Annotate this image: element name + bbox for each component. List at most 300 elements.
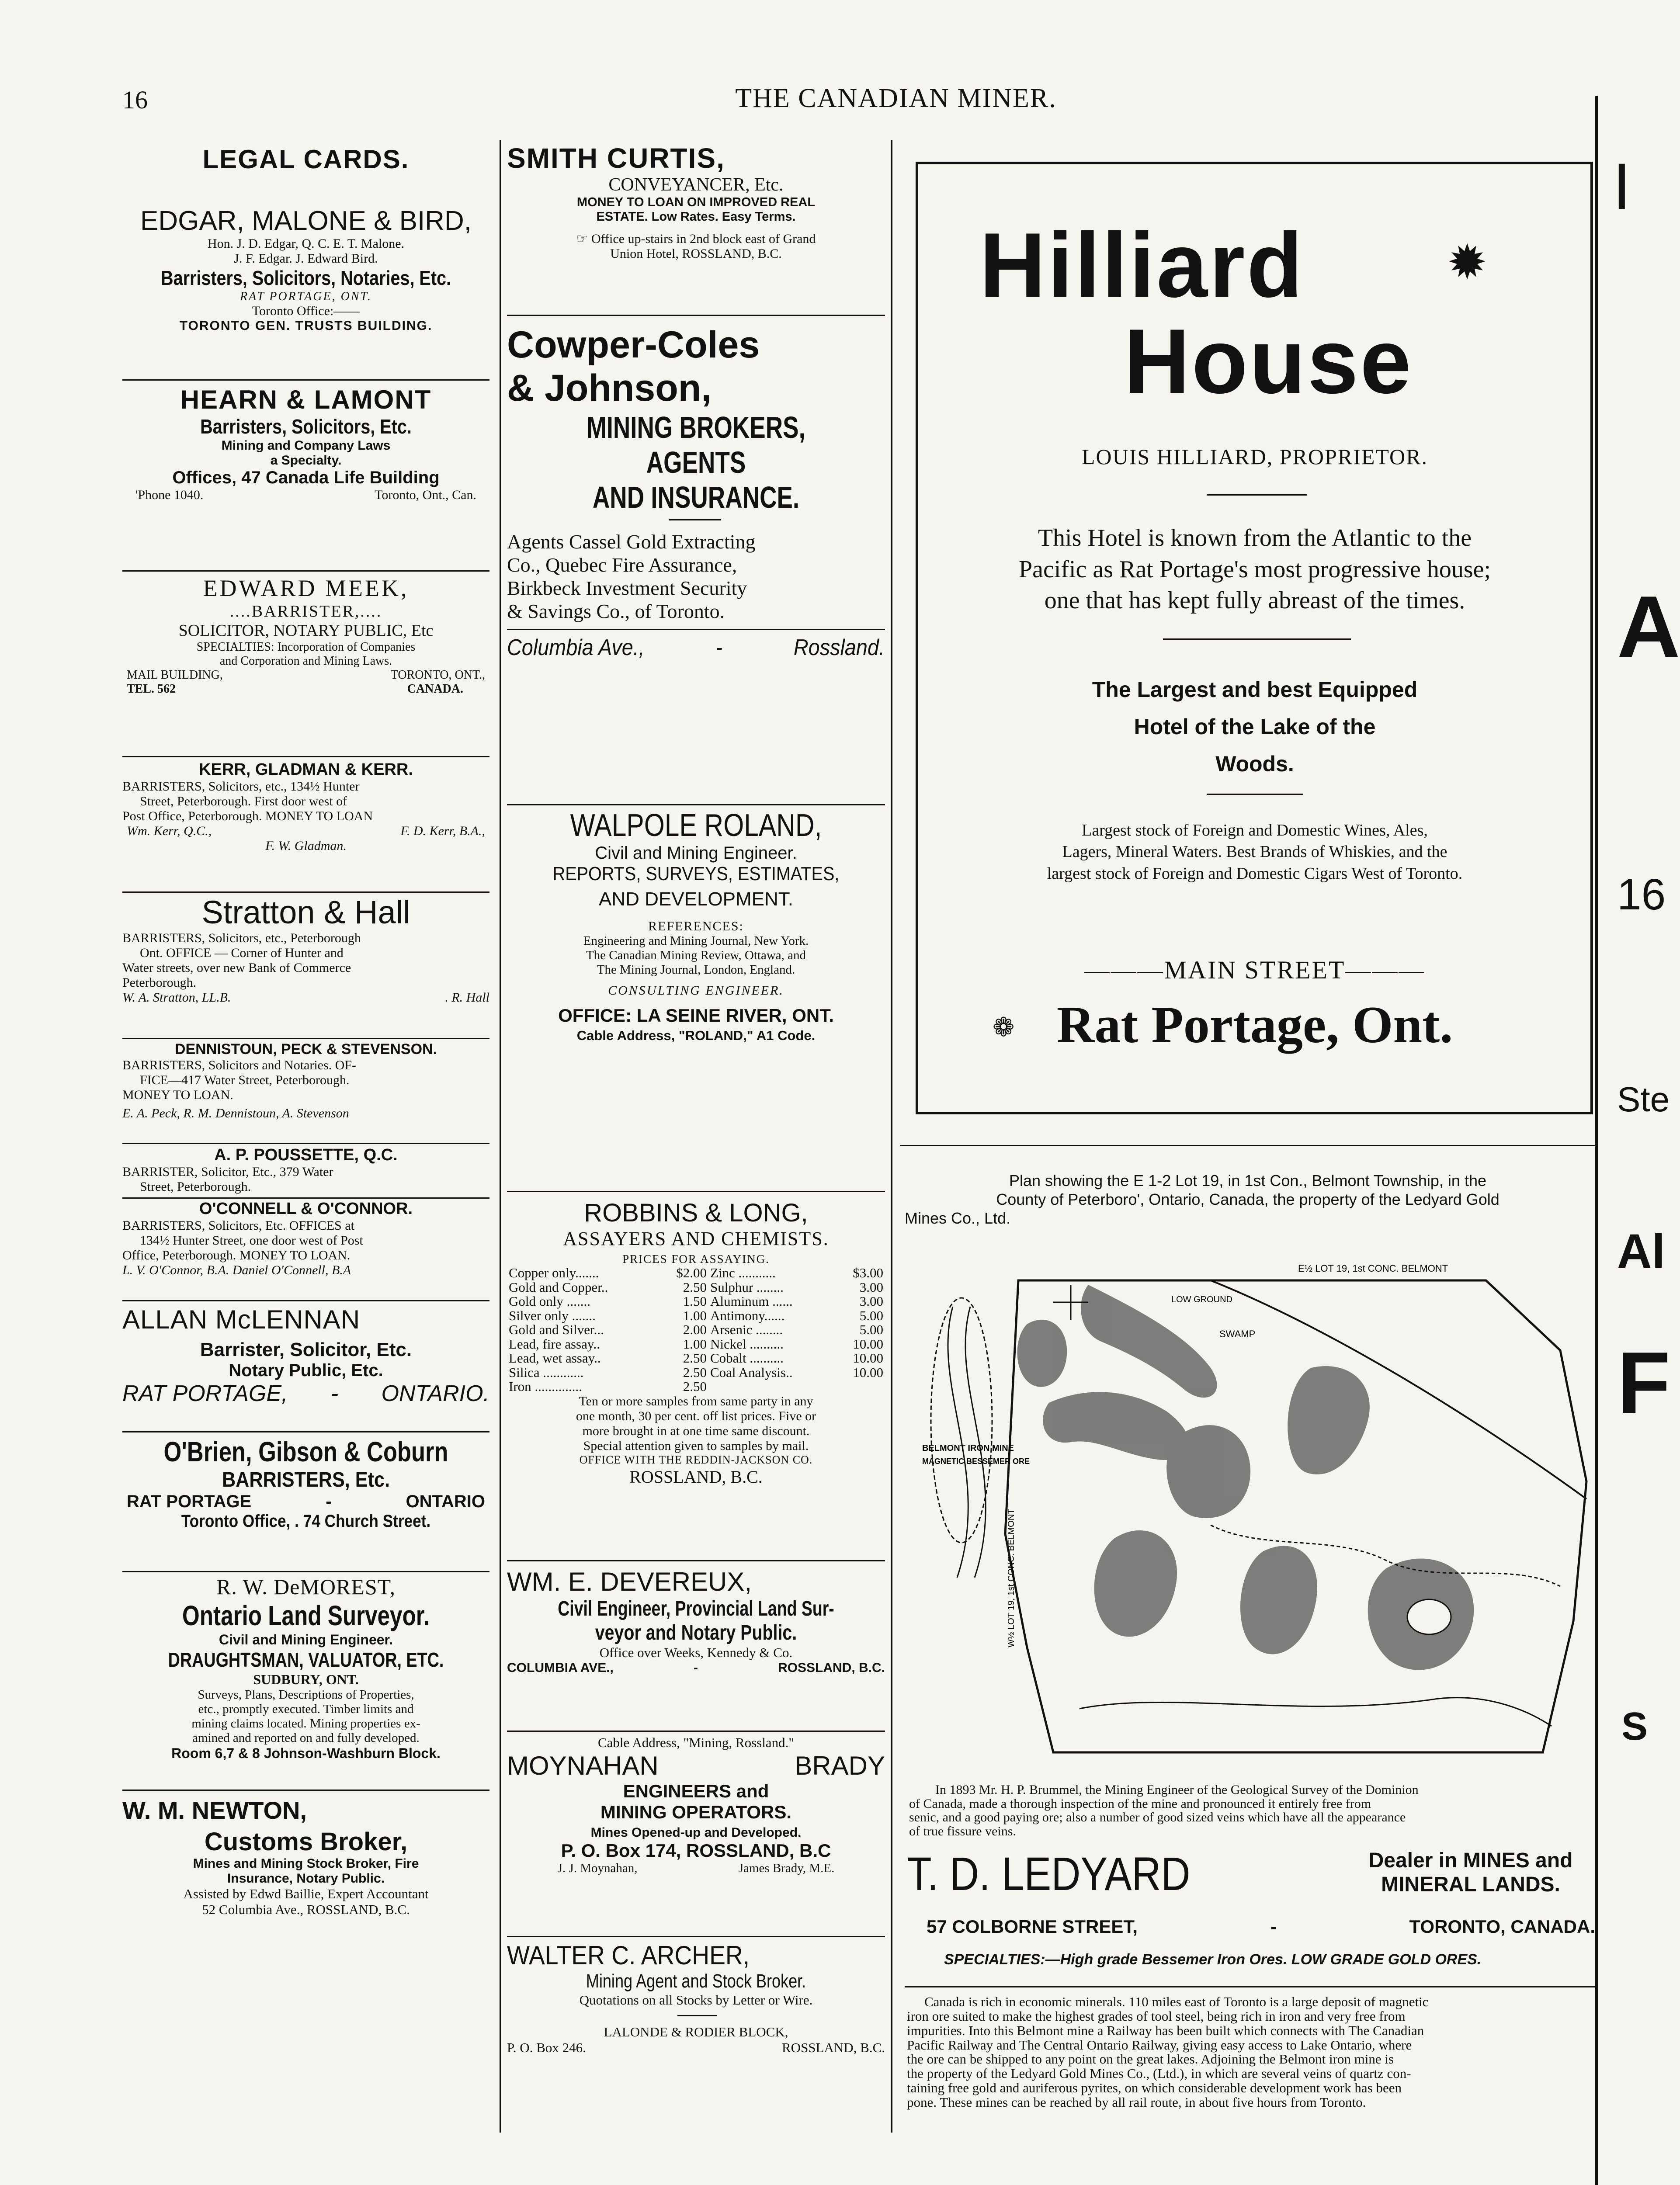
card-line: ROSSLAND, B.C. <box>629 1467 763 1487</box>
card-line: Toronto Office:—— <box>252 304 360 318</box>
page-number: 16 <box>122 86 148 114</box>
card-line: DRAUGHTSMAN, VALUATOR, ETC. <box>168 1648 444 1671</box>
card-name: O'CONNELL & O'CONNOR. <box>199 1200 413 1218</box>
card-line: P. O. Box 174, ROSSLAND, B.C <box>561 1840 831 1861</box>
text-line: iron ore suited to make the highest grades of tool steel, being rich in iron and very free from <box>907 2008 1406 2024</box>
divider <box>905 1986 1595 1987</box>
text-line: impurities. Into this Belmont mine a Railway has been built which connects with The Canadian <box>907 2022 1424 2038</box>
card-line: Birkbeck Investment Security <box>507 577 747 599</box>
card-dennistoun-peck <box>122 1041 489 1121</box>
partner: . R. Hall <box>445 990 489 1005</box>
divider <box>507 1560 885 1561</box>
plan-caption <box>900 1171 1595 1228</box>
ledyard-specialties: SPECIALTIES:—High grade Bessemer Iron Ores. LOW GRADE GOLD ORES. <box>944 1951 1482 1968</box>
card-line: Assisted by Edwd Baillie, Expert Accountant <box>183 1886 429 1901</box>
card-line: Co., Quebec Fire Assurance, <box>507 554 737 576</box>
telephone: TEL. 562 <box>127 682 176 696</box>
street: 57 COLBORNE STREET, <box>927 1916 1138 1937</box>
paragraph-line: one that has kept fully abreast of the times. <box>1044 587 1465 614</box>
headline-line: Woods. <box>1215 752 1294 776</box>
card-line: BARRISTERS, Solicitors, etc., Peterborough <box>122 931 361 945</box>
city: RAT PORTAGE, <box>122 1381 288 1406</box>
price-row <box>507 1351 885 1366</box>
stock-line: largest stock of Foreign and Domestic Cigars West of Toronto. <box>1047 864 1463 883</box>
assay-item: Gold and Copper.. <box>509 1279 608 1295</box>
card-line <box>122 1380 489 1407</box>
card-line: Street, Peterborough. <box>140 1179 251 1194</box>
card-line: veyor and Notary Public. <box>595 1621 797 1644</box>
card-line: BARRISTERS, Solicitors and Notaries. OF- <box>122 1058 357 1072</box>
text-line: the ore can be shipped to any point on the great lakes. Adjoining the Belmont iron mine is <box>907 2051 1394 2067</box>
margin-edge <box>1595 96 1598 2185</box>
price-row <box>507 1294 885 1309</box>
card-demorest <box>122 1574 489 1762</box>
map-label: BELMONT IRON MINE <box>922 1443 1014 1453</box>
card-name: R. W. DeMOREST, <box>216 1575 396 1599</box>
assay-price: 2.50 <box>683 1379 707 1394</box>
card-line <box>122 488 489 503</box>
card-line: Toronto Office, . 74 Church Street. <box>181 1512 431 1531</box>
star-ornament-icon: ✹ <box>1447 236 1488 289</box>
assay-item: Coal Analysis.. <box>710 1364 793 1380</box>
card-name: EDWARD MEEK, <box>203 575 409 601</box>
ad-hilliard-house <box>916 162 1593 1114</box>
card-line: Insurance, Notary Public. <box>227 1871 385 1886</box>
card-line: Room 6,7 & 8 Johnson-Washburn Block. <box>171 1745 441 1761</box>
section-heading: LEGAL CARDS. <box>202 145 410 174</box>
card-line: SOLICITOR, NOTARY PUBLIC, Etc <box>178 621 434 640</box>
assay-item: Gold only ....... <box>509 1294 590 1309</box>
text-line: Pacific Railway and The Central Ontario Railway, giving easy access to Lake Ontario, where <box>907 2037 1412 2053</box>
city: TORONTO, CANADA. <box>1409 1916 1595 1937</box>
short-rule <box>1207 494 1307 496</box>
card-cowper-coles-johnson <box>507 323 885 661</box>
short-rule <box>677 2015 717 2016</box>
province: ONTARIO <box>406 1492 485 1511</box>
assay-price-table <box>507 1266 885 1394</box>
card-name: ALLAN McLENNAN <box>122 1305 361 1334</box>
card-line: amined and reported on and fully developed. <box>192 1731 420 1745</box>
assay-item: Gold and Silver... <box>509 1322 604 1338</box>
short-rule <box>1163 638 1351 640</box>
card-line: FICE—417 Water Street, Peterborough. <box>140 1073 350 1087</box>
card-line: CONSULTING ENGINEER. <box>608 983 784 998</box>
assay-item: Aluminum ...... <box>710 1294 793 1309</box>
map-label: MAGNETIC BESSEMER ORE <box>922 1457 1030 1466</box>
card-line: Quotations on all Stocks by Letter or Wire. <box>579 1992 813 2008</box>
city: RAT PORTAGE <box>127 1492 252 1511</box>
assay-item: Silver only ....... <box>509 1308 596 1323</box>
card-line: 134½ Hunter Street, one door west of Post <box>140 1233 363 1248</box>
card-line: E. A. Peck, R. M. Dennistoun, A. Stevenson <box>122 1106 349 1120</box>
assay-item <box>708 1380 835 1394</box>
margin-fragment: F <box>1617 1334 1671 1432</box>
dash: - <box>326 1492 332 1511</box>
card-line <box>122 824 489 839</box>
card-line: AGENTS <box>646 445 746 479</box>
card-line: Civil Engineer, Provincial Land Sur- <box>558 1597 834 1620</box>
card-line: Mines and Mining Stock Broker, Fire <box>193 1856 419 1871</box>
price-row <box>507 1266 885 1280</box>
card-line: more brought in at one time same discount. <box>582 1423 810 1438</box>
assay-price: $3.00 <box>853 1265 883 1280</box>
assay-price: 2.50 <box>683 1350 707 1366</box>
assay-price: 2.50 <box>683 1279 707 1295</box>
card-line: REFERENCES: <box>648 919 744 933</box>
card-line: Hon. J. D. Edgar, Q. C. E. T. Malone. <box>207 236 405 251</box>
card-line: Barristers, Solicitors, Notaries, Etc. <box>160 267 451 289</box>
assay-price: 10.00 <box>853 1364 883 1380</box>
card-name <box>507 1751 885 1781</box>
map-label: E½ LOT 19, 1st CONC. BELMONT <box>1298 1263 1448 1274</box>
margin-fragment: A <box>1617 578 1680 676</box>
card-line: BARRISTERS, Solicitors, etc., 134½ Hunter <box>122 779 360 794</box>
card-line: MONEY TO LOAN. <box>122 1088 233 1102</box>
card-line: Special attention given to samples by mail. <box>583 1438 809 1453</box>
card-line: Office, Peterborough. MONEY TO LOAN. <box>122 1248 351 1262</box>
divider <box>122 1143 489 1144</box>
city: Toronto, Ont., Can. <box>375 488 476 502</box>
card-line <box>122 1492 489 1512</box>
assay-item: Cobalt .......... <box>710 1350 784 1366</box>
page-title: THE CANADIAN MINER. <box>735 83 1057 113</box>
caption-line: County of Peterboro', Ontario, Canada, the property of the Ledyard Gold <box>996 1190 1500 1209</box>
card-line: Engineering and Mining Journal, New York. <box>583 934 809 948</box>
card-name: EDGAR, MALONE & BIRD, <box>140 206 472 236</box>
divider <box>122 1300 489 1301</box>
assay-price: 10.00 <box>853 1350 883 1366</box>
assay-item: Copper only....... <box>509 1265 599 1280</box>
card-edgar-malone-bird <box>122 205 489 333</box>
card-line: ....BARRISTER,.... <box>229 602 382 621</box>
card-name: W. M. NEWTON, <box>122 1797 307 1824</box>
ledyard-address <box>927 1916 1595 1937</box>
assay-item: Zinc ........... <box>710 1265 776 1280</box>
card-edward-meek <box>122 575 489 696</box>
card-line: Mining and Company Laws <box>221 438 391 453</box>
price-row <box>507 1366 885 1380</box>
assay-price: 10.00 <box>853 1336 883 1352</box>
text-line: pone. These mines can be reached by all rail route, in about five hours from Toronto. <box>907 2095 1366 2110</box>
dash: - <box>330 1381 339 1406</box>
card-line: MINING BROKERS, <box>587 410 805 444</box>
card-line: Union Hotel, ROSSLAND, B.C. <box>610 246 782 261</box>
card-name: SMITH CURTIS, <box>507 142 725 174</box>
card-walpole-roland <box>507 808 885 1044</box>
card-line: The Mining Journal, London, England. <box>597 963 795 977</box>
card-walter-archer <box>507 1940 885 2056</box>
margin-fragment: Al <box>1617 1224 1665 1278</box>
card-allan-mclennan <box>122 1304 489 1407</box>
card-line: one month, 30 per cent. off list prices. Five or <box>576 1408 816 1423</box>
note-line: In 1893 Mr. H. P. Brummel, the Mining Engineer of the Geological Survey of the Dominion <box>935 1783 1419 1797</box>
rosette-ornament-icon: ❁ <box>993 1013 1015 1042</box>
card-name: ROBBINS & LONG, <box>584 1199 808 1227</box>
card-line: Post Office, Peterborough. MONEY TO LOAN <box>122 809 373 823</box>
card-line: RAT PORTAGE, ONT. <box>240 290 372 303</box>
card-line: Cable Address, "Mining, Rossland." <box>598 1735 794 1750</box>
assay-price: 1.00 <box>683 1336 707 1352</box>
hotel-name-line1: Hilliard <box>979 214 1305 316</box>
card-line: SPECIALTIES: Incorporation of Companies <box>196 640 416 654</box>
paragraph-line: Pacific as Rat Portage's most progressive house; <box>1018 555 1491 583</box>
assay-price: 1.00 <box>683 1308 707 1323</box>
street: COLUMBIA AVE., <box>507 1661 614 1675</box>
card-name: Stratton & Hall <box>201 894 410 930</box>
card-oconnell <box>122 1200 489 1278</box>
divider <box>507 1936 885 1937</box>
card-name: O'Brien, Gibson & Coburn <box>163 1436 448 1467</box>
card-stratton-hall <box>122 894 489 1005</box>
card-line <box>507 1661 885 1675</box>
divider <box>122 1571 489 1572</box>
divider <box>122 379 489 381</box>
short-rule <box>1207 794 1303 795</box>
partner: Wm. Kerr, Q.C., <box>127 824 212 838</box>
divider <box>122 1431 489 1432</box>
card-line: BARRISTERS, Etc. <box>222 1468 390 1491</box>
city: TORONTO, ONT., <box>390 668 485 682</box>
dealer-line: MINERAL LANDS. <box>1381 1873 1560 1897</box>
card-name: WALPOLE ROLAND, <box>570 808 822 843</box>
card-line <box>507 2040 885 2056</box>
card-robbins-long <box>507 1198 885 1487</box>
card-hearn-lamont <box>122 385 489 503</box>
partner: James Brady, M.E. <box>738 1861 835 1875</box>
card-line: MONEY TO LOAN ON IMPROVED REAL <box>576 195 816 209</box>
note-line: of Canada, made a thorough inspection of the mine and pronounced it entirely free from <box>909 1796 1371 1811</box>
partner-name: MOYNAHAN <box>507 1751 659 1780</box>
pit-outline <box>1407 1599 1451 1634</box>
card-line: AND DEVELOPMENT. <box>599 888 793 910</box>
plan-map <box>905 1254 1595 1779</box>
card-line: J. F. Edgar. J. Edward Bird. <box>234 251 378 266</box>
card-line: a Specialty. <box>270 453 342 468</box>
partner-name: BRADY <box>795 1751 885 1780</box>
ledyard-name: T. D. LEDYARD <box>907 1847 1191 1900</box>
headline-line: Hotel of the Lake of the <box>1134 714 1376 739</box>
dash: - <box>1270 1916 1277 1937</box>
card-moynahan-brady <box>507 1735 885 1876</box>
card-line: Agents Cassel Gold Extracting <box>507 531 756 553</box>
caption-line: Plan showing the E 1-2 Lot 19, in 1st Con., Belmont Township, in the <box>1009 1172 1486 1190</box>
card-line <box>122 682 489 696</box>
partner: W. A. Stratton, LL.B. <box>122 990 231 1005</box>
divider <box>122 1038 489 1039</box>
card-line: ESTATE. Low Rates. Easy Terms. <box>596 210 796 224</box>
hotel-stock <box>918 820 1591 884</box>
assay-price: 2.50 <box>683 1364 707 1380</box>
headline-line: The Largest and best Equipped <box>1092 677 1418 702</box>
assay-item: Lead, wet assay.. <box>509 1350 601 1366</box>
card-line: REPORTS, SURVEYS, ESTIMATES, <box>552 863 840 884</box>
card-line: Office over Weeks, Kennedy & Co. <box>599 1645 793 1660</box>
card-name: WM. E. DEVEREUX, <box>507 1567 752 1596</box>
divider <box>122 1197 489 1199</box>
price-row <box>507 1380 885 1394</box>
card-line: LALONDE & RODIER BLOCK, <box>604 2024 788 2039</box>
card-line: Civil and Mining Engineer. <box>219 1632 393 1647</box>
card-line: Surveys, Plans, Descriptions of Properties, <box>198 1688 414 1702</box>
assay-price: 5.00 <box>859 1322 883 1338</box>
partner: J. J. Moynahan, <box>557 1861 638 1875</box>
assay-price: 5.00 <box>859 1308 883 1323</box>
card-line: Cable Address, "ROLAND," A1 Code. <box>576 1028 816 1043</box>
country: CANADA. <box>407 682 463 696</box>
card-line <box>507 635 885 661</box>
assay-price: 3.00 <box>859 1279 883 1295</box>
card-name: Cowper-Coles <box>507 324 760 366</box>
price-row <box>507 1337 885 1352</box>
text-line: taining free gold and auriferous pyrites, on which considerable development work has been <box>907 2080 1402 2096</box>
assay-item: Arsenic ........ <box>710 1322 783 1338</box>
price-row <box>507 1280 885 1295</box>
column-brokers <box>507 140 885 2133</box>
assay-price: 3.00 <box>859 1294 883 1309</box>
stock-line: Lagers, Mineral Waters. Best Brands of Whiskies, and the <box>1062 843 1447 861</box>
assay-item: Iron .............. <box>509 1379 582 1394</box>
divider <box>122 891 489 893</box>
card-line: ENGINEERS and <box>623 1781 769 1801</box>
card-line: The Canadian Mining Review, Ottawa, and <box>586 948 806 962</box>
card-line: Mining Agent and Stock Broker. <box>586 1970 806 1992</box>
assay-price: $2.00 <box>676 1265 707 1280</box>
city: Rossland. <box>793 635 885 660</box>
hotel-name-line2: House <box>1124 310 1413 413</box>
plan-map-drawing <box>905 1254 1595 1779</box>
card-name: WALTER C. ARCHER, <box>507 1941 750 1970</box>
card-line: Barrister, Solicitor, Etc. <box>200 1339 412 1360</box>
card-line: Peterborough. <box>122 975 197 990</box>
divider <box>122 570 489 572</box>
card-name: HEARN & LAMONT <box>180 385 432 414</box>
dash: - <box>693 1661 698 1675</box>
divider <box>900 1145 1595 1146</box>
card-line: Mines Opened-up and Developed. <box>590 1825 802 1840</box>
ledyard-text <box>907 1995 1595 2110</box>
dealer-line: Dealer in MINES and <box>1368 1849 1573 1872</box>
card-line: Offices, 47 Canada Life Building <box>172 468 440 487</box>
caption-line: Mines Co., Ltd. <box>905 1209 1011 1228</box>
card-smith-curtis <box>507 142 885 261</box>
proprietor: LOUIS HILLIARD, PROPRIETOR. <box>1082 444 1428 469</box>
phone: 'Phone 1040. <box>135 488 204 502</box>
card-devereux <box>507 1567 885 1675</box>
margin-fragment: Ste <box>1617 1080 1670 1119</box>
divider <box>507 315 885 316</box>
ledyard-dealer <box>1346 1849 1595 1897</box>
divider <box>122 1790 489 1791</box>
dash: - <box>715 635 723 660</box>
card-line: Customs Broker, <box>204 1828 408 1856</box>
margin-fragment: S <box>1621 1705 1648 1748</box>
divider <box>507 1731 885 1732</box>
card-name: KERR, GLADMAN & KERR. <box>199 760 413 779</box>
card-name: & Johnson, <box>507 367 712 409</box>
card-line: ☞ Office up-stairs in 2nd block east of Grand <box>576 232 816 246</box>
assay-item: Sulphur ........ <box>710 1279 784 1295</box>
assay-item: Antimony...... <box>710 1308 785 1323</box>
card-name: A. P. POUSSETTE, Q.C. <box>214 1146 398 1164</box>
city: ROSSLAND, B.C. <box>782 2040 885 2055</box>
card-line: Notary Public, Etc. <box>229 1361 383 1380</box>
margin-fragment: 16 <box>1617 870 1666 919</box>
column-legal-cards <box>122 140 489 2133</box>
street: Columbia Ave., <box>507 635 645 660</box>
card-line: SUDBURY, ONT. <box>253 1672 359 1687</box>
card-line: Barristers, Solicitors, Etc. <box>200 415 412 438</box>
price-row <box>507 1323 885 1337</box>
assay-item: Nickel .......... <box>710 1336 784 1352</box>
card-line: Water streets, over new Bank of Commerce <box>122 961 351 975</box>
card-line: & Savings Co., of Toronto. <box>507 600 725 622</box>
card-line <box>122 668 489 682</box>
margin-fragment: I <box>1613 149 1631 223</box>
price-row <box>507 1309 885 1323</box>
assay-item: Silica ............ <box>509 1364 584 1380</box>
building: MAIL BUILDING, <box>127 668 223 682</box>
hotel-street: ———MAIN STREET——— <box>1084 956 1426 984</box>
short-rule <box>669 519 721 520</box>
card-newton <box>122 1796 489 1918</box>
card-line: mining claims located. Mining properties ex- <box>191 1717 420 1731</box>
card-line: etc., promptly executed. Timber limits and <box>198 1702 414 1716</box>
note-line: senic, and a good paying ore; also a number of good sized veins which have all the appearance <box>909 1810 1406 1824</box>
card-line: 52 Columbia Ave., ROSSLAND, B.C. <box>202 1902 410 1917</box>
card-line <box>122 990 489 1005</box>
assay-item: Lead, fire assay.. <box>509 1336 600 1352</box>
card-line: Street, Peterborough. First door west of <box>140 794 347 808</box>
hotel-headline <box>918 671 1591 783</box>
card-obrien-gibson-coburn <box>122 1436 489 1531</box>
column-rule-1 <box>500 140 501 2133</box>
card-line: L. V. O'Connor, B.A. Daniel O'Connell, B.A <box>122 1263 351 1277</box>
divider <box>507 1191 885 1192</box>
card-line: BARRISTER, Solicitor, Etc., 379 Water <box>122 1165 333 1179</box>
hotel-city: Rat Portage, Ont. <box>1056 995 1453 1054</box>
partner: F. D. Kerr, B.A., <box>400 824 485 838</box>
card-line: CONVEYANCER, Etc. <box>608 175 784 195</box>
text-line: the property of the Ledyard Gold Mines Co., (Ltd.), in which are several veins of quartz con- <box>907 2066 1411 2081</box>
assay-price: 1.50 <box>683 1294 707 1309</box>
card-line: Civil and Mining Engineer. <box>595 843 797 863</box>
divider <box>507 629 885 630</box>
card-line: ASSAYERS AND CHEMISTS. <box>563 1228 829 1249</box>
province: ONTARIO. <box>381 1381 489 1406</box>
card-poussette <box>122 1146 489 1194</box>
card-line: MINING OPERATORS. <box>600 1802 792 1822</box>
card-line: AND INSURANCE. <box>592 480 800 514</box>
city: ROSSLAND, B.C. <box>778 1661 885 1675</box>
card-line: PRICES FOR ASSAYING. <box>622 1252 770 1266</box>
card-line <box>507 1861 885 1876</box>
divider <box>122 756 489 757</box>
hotel-paragraph <box>918 523 1591 617</box>
card-line: Ontario Land Surveyor. <box>182 1600 430 1631</box>
plan-note <box>909 1783 1595 1838</box>
map-label: LOW GROUND <box>1171 1295 1232 1304</box>
paragraph-line: This Hotel is known from the Atlantic to the <box>1038 524 1472 551</box>
card-line: OFFICE WITH THE REDDIN-JACKSON CO. <box>579 1453 813 1466</box>
divider <box>507 804 885 805</box>
column-rule-2 <box>891 140 892 2133</box>
stock-line: Largest stock of Foreign and Domestic Wines, Ales, <box>1082 821 1428 839</box>
card-kerr-gladman <box>122 760 489 853</box>
card-line: BARRISTERS, Solicitors, Etc. OFFICES at <box>122 1218 354 1233</box>
map-label: SWAMP <box>1219 1328 1256 1339</box>
card-line: and Corporation and Mining Laws. <box>219 654 392 668</box>
text-line: Canada is rich in economic minerals. 110 miles east of Toronto is a large deposit of magnetic <box>924 1994 1429 2009</box>
